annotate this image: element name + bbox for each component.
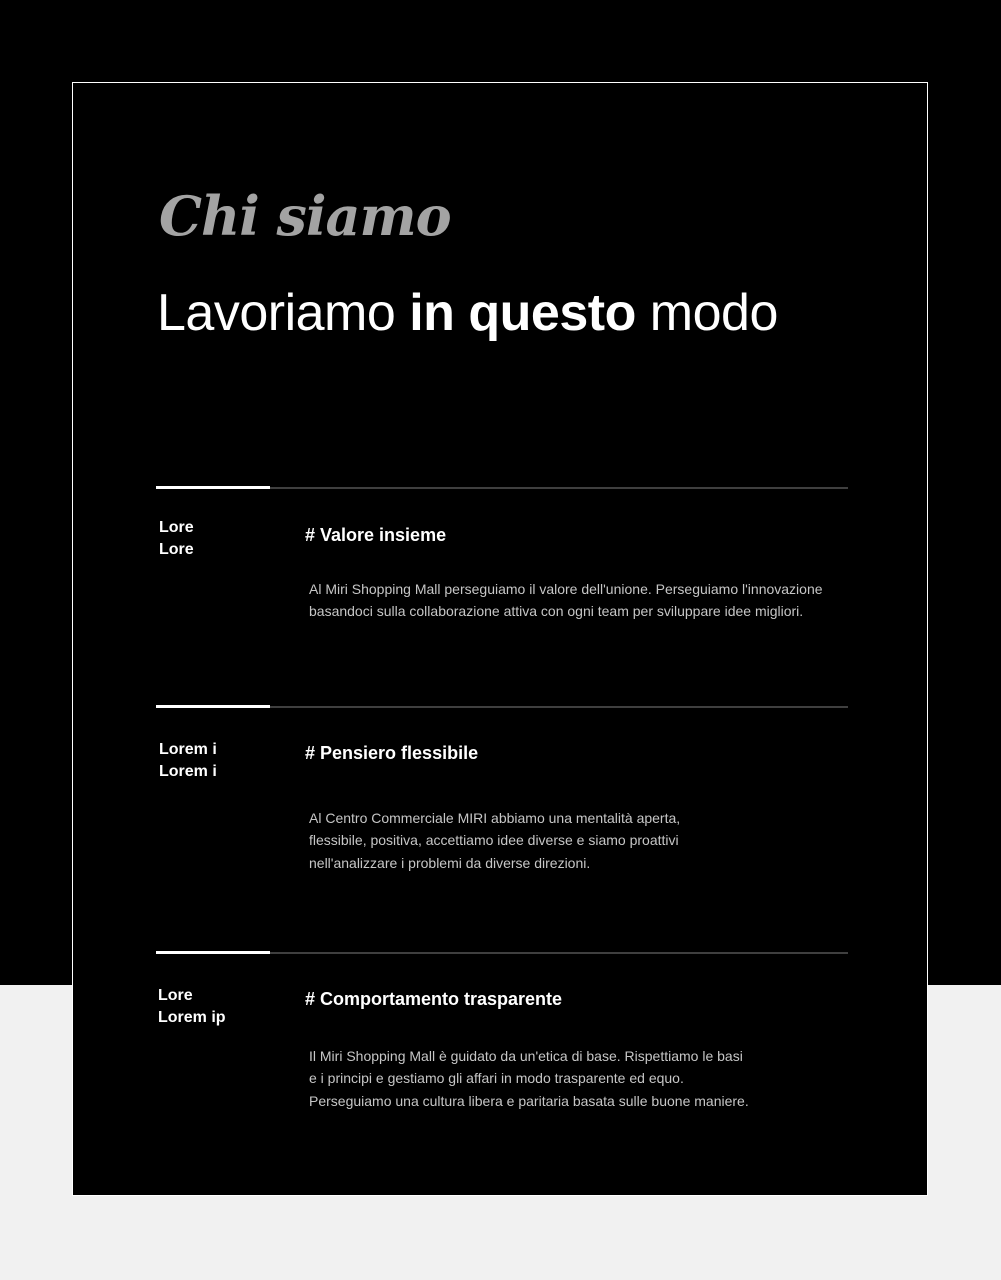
section-label-line: Lorem i [159, 763, 217, 780]
section-divider-accent [156, 705, 270, 708]
section-body-line: nell'analizzare i problemi da diverse direzioni. [309, 854, 591, 871]
section-body [309, 1045, 749, 1112]
section-body-line: e i principi e gestiamo gli affari in modo trasparente ed equo. [309, 1070, 684, 1087]
section-label-line: Lore [158, 987, 193, 1004]
section-title: # Comportamento trasparente [305, 989, 563, 1009]
eyebrow-title: Chi siamo [159, 184, 451, 248]
section-title: # Pensiero flessibile [305, 743, 479, 763]
section-body-line: flessibile, positiva, accettiamo idee diverse e siamo proattivi [309, 832, 679, 849]
section-body-line: Il Miri Shopping Mall è guidato da un'etica di base. Rispettiamo le basi [309, 1048, 743, 1064]
section-label-line: Lorem ip [158, 1009, 226, 1026]
section-body [309, 807, 680, 874]
section-label-line: Lore [159, 541, 194, 558]
headline-bold: in questo [409, 284, 636, 342]
section-body-line: Al Miri Shopping Mall perseguiamo il valore dell'unione. Perseguiamo l'innovazione [309, 581, 823, 597]
section-body [309, 578, 823, 623]
headline-post: modo [635, 284, 778, 342]
section-label [158, 985, 226, 1029]
section-body-line: basandoci sulla collaborazione attiva con ogni team per sviluppare idee migliori. [309, 603, 804, 620]
section-label-line: Lore [159, 519, 194, 536]
section-label [159, 517, 194, 561]
section-title: # Valore insieme [305, 525, 447, 545]
headline-pre: Lavoriamo [157, 284, 410, 342]
section-body-line: Perseguiamo una cultura libera e paritaria basata sulle buone maniere. [309, 1092, 749, 1109]
section-divider-accent [156, 486, 270, 489]
section-divider-accent [156, 951, 270, 954]
about-card [72, 82, 928, 1196]
section-body-line: Al Centro Commerciale MIRI abbiamo una mentalità aperta, [309, 810, 681, 826]
section-label-line: Lorem i [159, 741, 217, 758]
section-label [159, 739, 217, 783]
page-headline [157, 284, 778, 342]
